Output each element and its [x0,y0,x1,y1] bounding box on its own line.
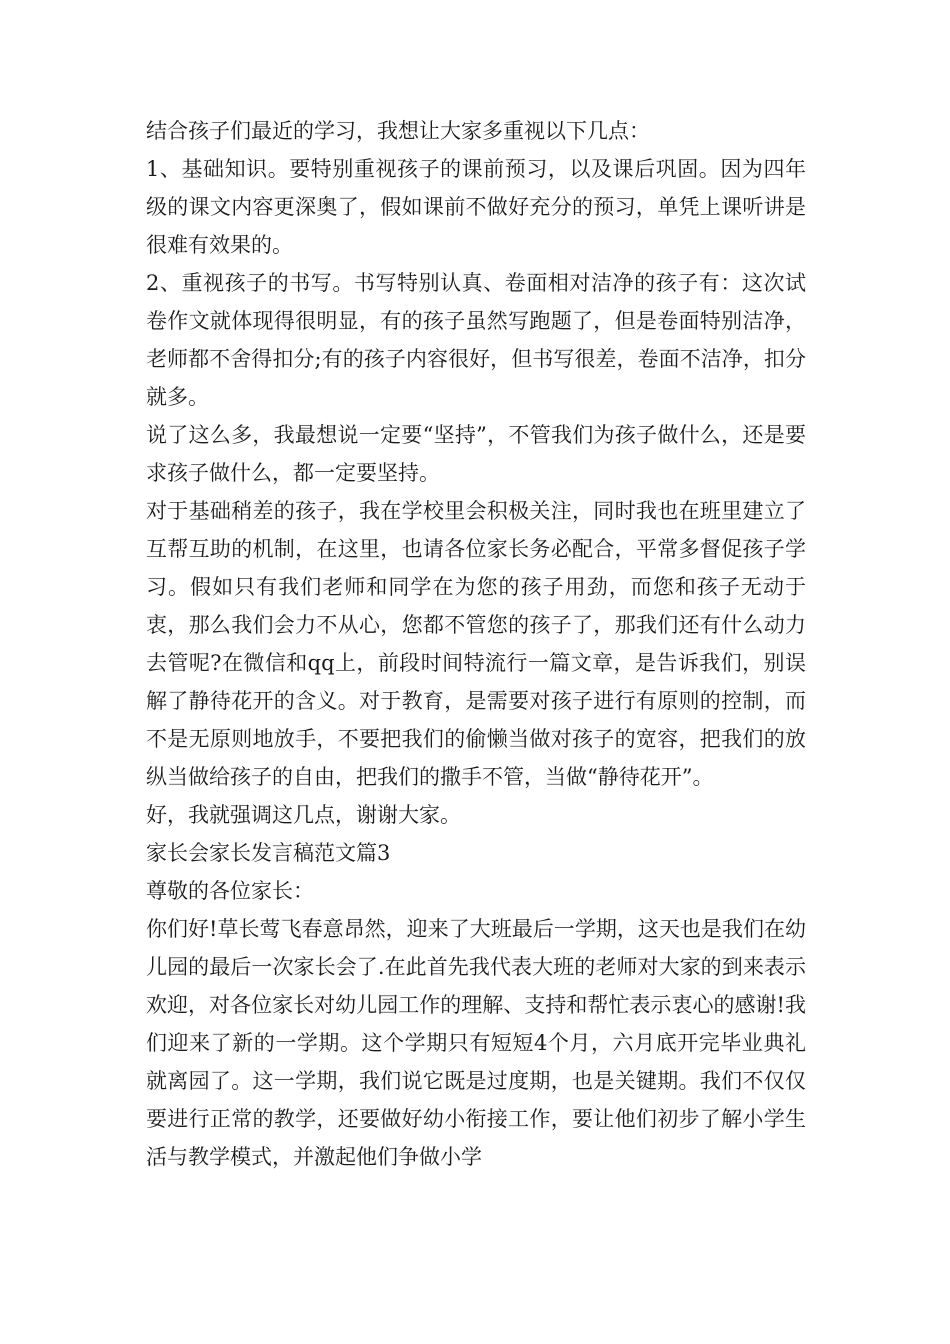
paragraph-greeting: 你们好!草长莺飞春意昂然，迎来了大班最后一学期，这天也是我们在幼儿园的最后一次家长会了.在此首先我代表大班的老师对大家的到来表示欢迎，对各位家长对幼儿园工作的理解、支持和帮忙表示衷心的感谢!我们迎来了新的一学期。这个学期只有短短4个月，六月底开完毕业典礼就离园了。这一学期，我们说它既是过度期，也是关键期。我们不仅仅要进行正常的教学，还要做好幼小衔接工作，要让他们初步了解小学生活与教学模式，并激起他们争做小学 [146,917,806,1169]
section-heading: 家长会家长发言稿范文篇3 [146,841,391,865]
paragraph-closing: 好，我就强调这几点，谢谢大家。 [146,803,461,827]
document-body [146,112,806,1176]
paragraph-point-1: 1、基础知识。要特别重视孩子的课前预习，以及课后巩固。因为四年级的课文内容更深奥了，假如课前不做好充分的预习，单凭上课听讲是很难有效果的。 [146,157,806,257]
paragraph-intro: 结合孩子们最近的学习，我想让大家多重视以下几点： [146,119,650,143]
paragraph-point-2: 2、重视孩子的书写。书写特别认真、卷面相对洁净的孩子有：这次试卷作文就体现得很明显，有的孩子虽然写跑题了，但是卷面特别洁净，老师都不舍得扣分;有的孩子内容很好，但书写很差，卷面不洁净，扣分就多。 [146,271,806,409]
paragraph-persist: 说了这么多，我最想说一定要“坚持”，不管我们为孩子做什么，还是要求孩子做什么，都一定要坚持。 [146,423,806,485]
paragraph-support: 对于基础稍差的孩子，我在学校里会积极关注，同时我也在班里建立了互帮互助的机制，在这里，也请各位家长务必配合，平常多督促孩子学习。假如只有我们老师和同学在为您的孩子用劲，而您和孩子无动于衷，那么我们会力不从心，您都不管您的孩子了，那我们还有什么动力去管呢?在微信和qq上，前段时间特流行一篇文章，是告诉我们，别误解了静待花开的含义。对于教育，是需要对孩子进行有原则的控制，而不是无原则地放手，不要把我们的偷懒当做对孩子的宽容，把我们的放纵当做给孩子的自由，把我们的撒手不管，当做“静待花开”。 [146,499,806,789]
salutation: 尊敬的各位家长： [146,879,314,903]
